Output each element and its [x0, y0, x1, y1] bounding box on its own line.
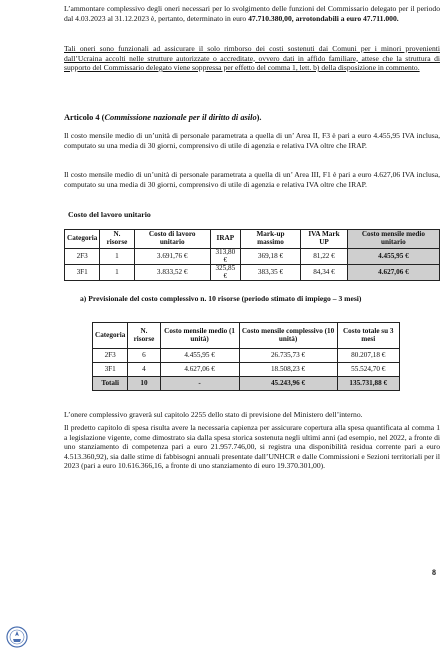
- paragraph-area-iii-cost: Il costo mensile medio di un’unità di personale parametrata a quella di un’ Area III, F1 è pari a euro 4.627,06 IVA inclusa, computato su una media di 30 giorni, comprensivo di utile di agenzia e relativa IVA oltre che IRAP.: [64, 170, 440, 189]
- table-cell: 3.833,52 €: [134, 265, 210, 281]
- table-cell: 4.455,95 €: [160, 349, 239, 363]
- article-heading-suffix: ).: [256, 113, 262, 122]
- table-cell: 45.243,96 €: [239, 377, 337, 391]
- table2-header-row: [93, 323, 400, 349]
- paragraph-budget-chapter: L’onere complessivo graverà sul capitolo 2255 dello stato di previsione del Ministero dell’interno.: [64, 410, 363, 419]
- article-heading-prefix: Articolo 4 (: [64, 113, 105, 122]
- table-row: [65, 249, 440, 265]
- article-heading-title: Commissione nazionale per il diritto di asilo: [104, 113, 257, 122]
- table-cell: 3F1: [93, 363, 128, 377]
- table-cell: 4.627,06 €: [160, 363, 239, 377]
- table2-header: Categoria: [93, 323, 128, 349]
- table-cell: 81,22 €: [301, 249, 348, 265]
- table-cell: 2F3: [65, 249, 100, 265]
- page-number: 8: [432, 568, 436, 577]
- table2-header: N. risorse: [128, 323, 160, 349]
- paragraph-commissioner-costs: [64, 4, 440, 23]
- table-cell: 80.207,18 €: [337, 349, 400, 363]
- table-cell: -: [160, 377, 239, 391]
- table-cell: 2F3: [93, 349, 128, 363]
- table-cell: 325,85 €: [210, 265, 240, 281]
- table1-header: Costo di lavoro unitario: [134, 230, 210, 249]
- table-cell: 4.627,06 €: [347, 265, 439, 281]
- table1-header: Mark-up massimo: [240, 230, 300, 249]
- table1-header: Categoria: [65, 230, 100, 249]
- table2-header: Costo totale su 3 mesi: [337, 323, 400, 349]
- table-cell: 4: [128, 363, 160, 377]
- table2-header: Costo mensile medio (1 unità): [160, 323, 239, 349]
- table-cell: 313,80 €: [210, 249, 240, 265]
- table-cell: 84,34 €: [301, 265, 348, 281]
- table1-header: IRAP: [210, 230, 240, 249]
- table-cell: 4.455,95 €: [347, 249, 439, 265]
- paragraph-reimbursement: Tali oneri sono funzionali ad assicurare il solo rimborso dei costi sostenuti dai Comuni per i minori provenienti dall’Ucraina accolti nelle strutture autorizzate o accreditate, ovvero dati in affido familiare, attese che la struttura di supporto del Commissario delegato viene soppressa per effetto del comma 1, lett. b) della disposizione in commento.: [64, 44, 440, 72]
- table-cell: 26.735,73 €: [239, 349, 337, 363]
- table-cell: 383,35 €: [240, 265, 300, 281]
- table-cell: Totali: [93, 377, 128, 391]
- paragraph-commissioner-costs-text: L’ammontare complessivo degli oneri necessari per lo svolgimento delle funzioni del Commissario delegato per il periodo dal 4.03.2023 al 31.12.2023 è, pertanto, determinato in euro: [64, 4, 440, 23]
- table-cell: 3.691,76 €: [134, 249, 210, 265]
- table1-header: IVA Mark UP: [301, 230, 348, 249]
- table2-header: Costo mensile complessivo (10 unità): [239, 323, 337, 349]
- table1-title: Costo del lavoro unitario: [68, 210, 151, 219]
- table1-header: Costo mensile medio unitario: [347, 230, 439, 249]
- table-cell: 6: [128, 349, 160, 363]
- paragraph-coverage: Il predetto capitolo di spesa risulta avere la necessaria capienza per assicurare copertura alla spesa quantificata al comma 1 a legislazione vigente, come dimostrato sia dalla spesa storica sostenuta negli ultimi anni (ad esempio, nel 2022, a fronte di uno stanziamento di competenza pari a euro 21.957.746,00, si registra una disponibilità residua corrente pari a euro 4.513.360,92), sia dalle stime di fabbisogni annuali presentate dall’UNHCR e dalle Commissioni e Sezioni territoriali per il 2023 (pari a euro 10.616.366,16, a fronte di uno stanziamento di euro 19.370.301,00).: [64, 423, 440, 470]
- amount-total: 47.710.380,00,: [248, 13, 294, 23]
- table-cell: 3F1: [65, 265, 100, 281]
- table1-header-row: [65, 230, 440, 249]
- table-cell: 18.508,23 €: [239, 363, 337, 377]
- paragraph-area-ii-cost: Il costo mensile medio di un’unità di personale parametrata a quella di un’ Area II, F3 è pari a euro 4.455,95 IVA inclusa, computato su una media di 30 giorni, comprensivo di utile di agenzia e relativa IVA oltre che IRAP.: [64, 131, 440, 150]
- section-a-heading: a) Previsionale del costo complessivo n. 10 risorse (periodo stimato di impiego – 3 mesi): [80, 294, 362, 303]
- total-cost-forecast-table: [92, 322, 400, 391]
- table-cell: 1: [100, 249, 134, 265]
- article-heading: [64, 113, 262, 122]
- seal-emblem-icon: [6, 626, 28, 648]
- table-row: [65, 265, 440, 281]
- table1-header: N. risorse: [100, 230, 134, 249]
- table-row: [93, 363, 400, 377]
- unit-labour-cost-table: [64, 229, 440, 281]
- table-cell: 135.731,88 €: [337, 377, 400, 391]
- table-cell: 10: [128, 377, 160, 391]
- totals-row: [93, 377, 400, 391]
- table-cell: 1: [100, 265, 134, 281]
- table-cell: 369,18 €: [240, 249, 300, 265]
- table-row: [93, 349, 400, 363]
- table-cell: 55.524,70 €: [337, 363, 400, 377]
- amount-rounded: arrotondabili a euro 47.711.000.: [295, 13, 399, 23]
